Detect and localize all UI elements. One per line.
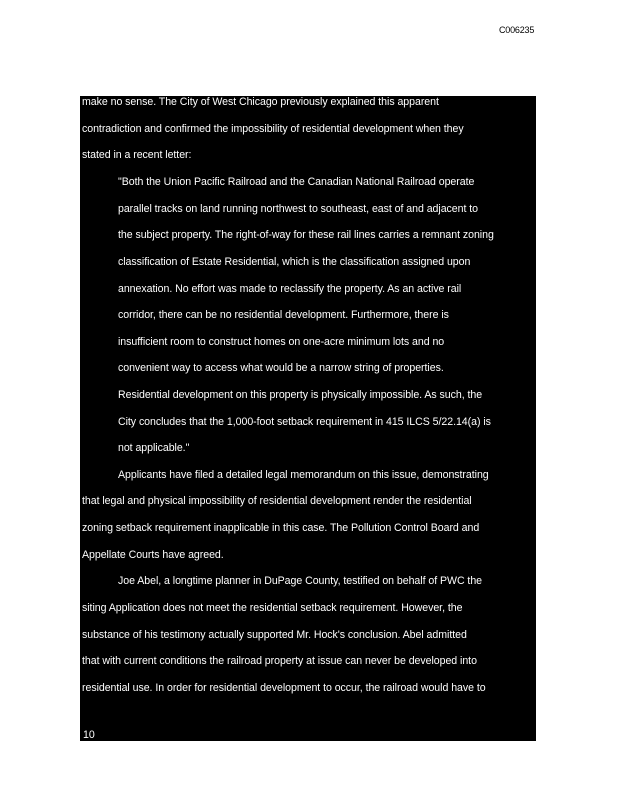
document-body: [80, 96, 536, 741]
body-line: Appellate Courts have agreed.: [82, 549, 224, 561]
quote-line: insufficient room to construct homes on one-acre minimum lots and no: [118, 336, 445, 348]
body-line: siting Application does not meet the residential setback requirement. However, the: [82, 602, 463, 614]
body-line: contradiction and confirmed the impossibility of residential development when they: [82, 123, 464, 135]
body-line: Joe Abel, a longtime planner in DuPage County, testified on behalf of PWC the: [118, 575, 483, 587]
quote-line: annexation. No effort was made to reclassify the property. As an active rail: [118, 283, 462, 295]
body-line: that with current conditions the railroad property at issue can never be developed into: [82, 655, 477, 667]
page-number: 10: [83, 729, 95, 741]
document-id: C006235: [499, 25, 535, 35]
body-line: make no sense. The City of West Chicago previously explained this apparent: [82, 96, 439, 108]
quote-line: the subject property. The right-of-way for these rail lines carries a remnant zoning: [118, 229, 494, 241]
quote-line: corridor, there can be no residential development. Furthermore, there is: [118, 309, 449, 321]
body-line: that legal and physical impossibility of residential development render the residential: [82, 495, 472, 507]
quote-line: not applicable.": [118, 442, 190, 454]
quote-line: parallel tracks on land running northwest to southeast, east of and adjacent to: [118, 203, 478, 215]
body-line: stated in a recent letter:: [82, 149, 192, 161]
quote-line: City concludes that the 1,000-foot setback requirement in 415 ILCS 5/22.14(a) is: [118, 416, 491, 428]
quote-line: Residential development on this property is physically impossible. As such, the: [118, 389, 483, 401]
quote-line: "Both the Union Pacific Railroad and the Canadian National Railroad operate: [118, 176, 475, 188]
body-line: substance of his testimony actually supported Mr. Hock's conclusion. Abel admitted: [82, 629, 467, 641]
quote-line: convenient way to access what would be a narrow string of properties.: [118, 362, 444, 374]
body-line: residential use. In order for residential development to occur, the railroad would have to: [82, 682, 486, 694]
body-line: Applicants have filed a detailed legal memorandum on this issue, demonstrating: [118, 469, 489, 481]
quote-line: classification of Estate Residential, which is the classification assigned upon: [118, 256, 471, 268]
body-line: zoning setback requirement inapplicable in this case. The Pollution Control Board and: [82, 522, 480, 534]
